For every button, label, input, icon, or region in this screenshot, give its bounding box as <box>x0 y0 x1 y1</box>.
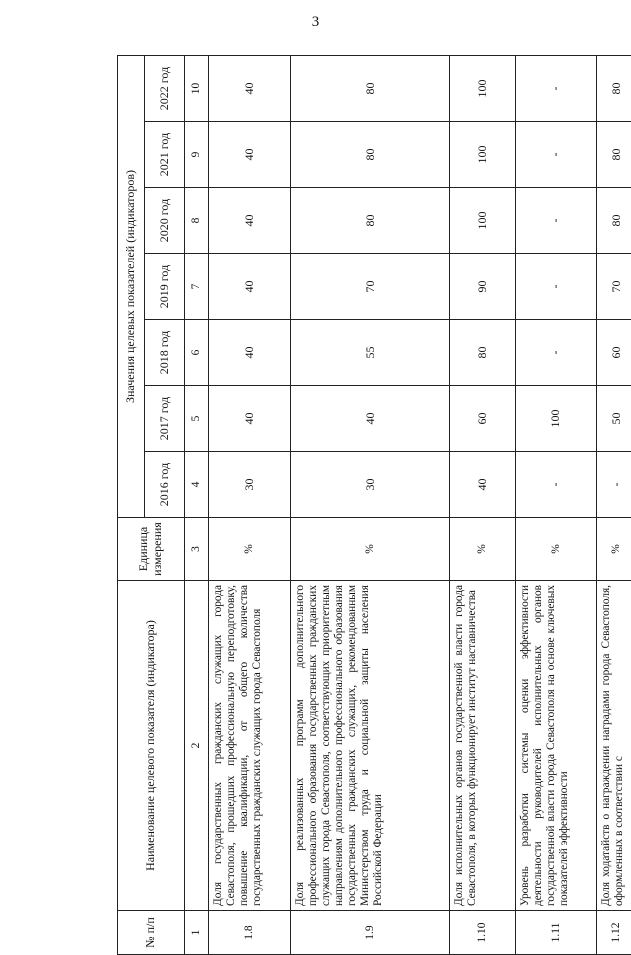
column-number: 9 <box>185 122 209 188</box>
value-cell: 100 <box>450 56 516 122</box>
value-cell: 30 <box>209 452 291 518</box>
value-cell: 80 <box>291 122 450 188</box>
indicator-name: Доля ходатайств о награждении наградами города Севастополя, оформленных в соответствии с <box>597 581 631 911</box>
value-cell: 55 <box>291 320 450 386</box>
unit-cell: % <box>450 518 516 581</box>
unit-cell: % <box>597 518 631 581</box>
column-number: 3 <box>185 518 209 581</box>
page-number: 3 <box>311 14 320 30</box>
value-cell: 80 <box>291 188 450 254</box>
header-name: Наименование целевого показателя (индикатора) <box>118 581 185 911</box>
indicator-name: Доля государственных гражданских служащих города Севастополя, прошедших профессиональную переподготовку, повышение квалификации, от общего количества государственных гражданских служащих города Севастополя <box>209 581 291 911</box>
column-number: 8 <box>185 188 209 254</box>
value-cell: - <box>597 452 631 518</box>
value-cell: 100 <box>450 122 516 188</box>
column-number: 6 <box>185 320 209 386</box>
value-cell: 80 <box>597 56 631 122</box>
value-cell: 70 <box>291 254 450 320</box>
header-row-group <box>118 56 145 955</box>
value-cell: - <box>516 56 597 122</box>
value-cell: 80 <box>597 122 631 188</box>
value-cell: 40 <box>209 56 291 122</box>
value-cell: - <box>516 188 597 254</box>
column-number: 7 <box>185 254 209 320</box>
value-cell: 90 <box>450 254 516 320</box>
header-values-group: Значения целевых показателей (индикаторов) <box>118 56 145 518</box>
unit-cell: % <box>291 518 450 581</box>
value-cell: 80 <box>291 56 450 122</box>
value-cell: 40 <box>291 386 450 452</box>
value-cell: 70 <box>597 254 631 320</box>
header-year: 2017 год <box>145 386 185 452</box>
header-year: 2016 год <box>145 452 185 518</box>
table-row <box>291 56 450 955</box>
indicator-name: Уровень разработки системы оценки эффективности деятельности руководителей исполнительных органов государственной власти города Севастополя на основе ключевых показателей эффективности <box>516 581 597 911</box>
column-number-row <box>185 56 209 955</box>
header-year: 2021 год <box>145 122 185 188</box>
header-no: № п/п <box>118 911 185 955</box>
column-number: 1 <box>185 911 209 955</box>
header-year: 2018 год <box>145 320 185 386</box>
unit-cell: % <box>516 518 597 581</box>
value-cell: - <box>516 122 597 188</box>
indicators-table <box>117 55 631 955</box>
value-cell: - <box>516 320 597 386</box>
header-unit: Единица измерения <box>118 518 185 581</box>
row-number: 1.10 <box>450 911 516 955</box>
unit-cell: % <box>209 518 291 581</box>
row-number: 1.8 <box>209 911 291 955</box>
value-cell: 40 <box>209 320 291 386</box>
value-cell: 80 <box>597 188 631 254</box>
header-year: 2019 год <box>145 254 185 320</box>
value-cell: 40 <box>209 188 291 254</box>
row-number: 1.12 <box>597 911 631 955</box>
value-cell: 40 <box>209 122 291 188</box>
value-cell: 40 <box>209 254 291 320</box>
table-row <box>597 56 631 955</box>
value-cell: 60 <box>450 386 516 452</box>
value-cell: - <box>516 254 597 320</box>
value-cell: 100 <box>516 386 597 452</box>
header-year: 2020 год <box>145 188 185 254</box>
value-cell: 80 <box>450 320 516 386</box>
value-cell: 100 <box>450 188 516 254</box>
table-row <box>516 56 597 955</box>
indicator-name: Доля исполнительных органов государственной власти города Севастополя, в которых функционирует институт наставничества <box>450 581 516 911</box>
table-row <box>209 56 291 955</box>
value-cell: 50 <box>597 386 631 452</box>
value-cell: 40 <box>209 386 291 452</box>
value-cell: 40 <box>450 452 516 518</box>
indicator-name: Доля реализованных программ дополнительного профессионального образования государственных гражданских служащих города Севастополя, соответствующих приоритетным направлениям дополнительного профессионального образования государственных гражданских служащих, рекомендованным Министерством труда и социальной защиты населения Российской Федерации <box>291 581 450 911</box>
table-row <box>450 56 516 955</box>
header-year: 2022 год <box>145 56 185 122</box>
row-number: 1.9 <box>291 911 450 955</box>
column-number: 10 <box>185 56 209 122</box>
column-number: 2 <box>185 581 209 911</box>
value-cell: - <box>516 452 597 518</box>
rotated-table-container <box>117 55 631 955</box>
column-number: 4 <box>185 452 209 518</box>
value-cell: 60 <box>597 320 631 386</box>
value-cell: 30 <box>291 452 450 518</box>
row-number: 1.11 <box>516 911 597 955</box>
column-number: 5 <box>185 386 209 452</box>
